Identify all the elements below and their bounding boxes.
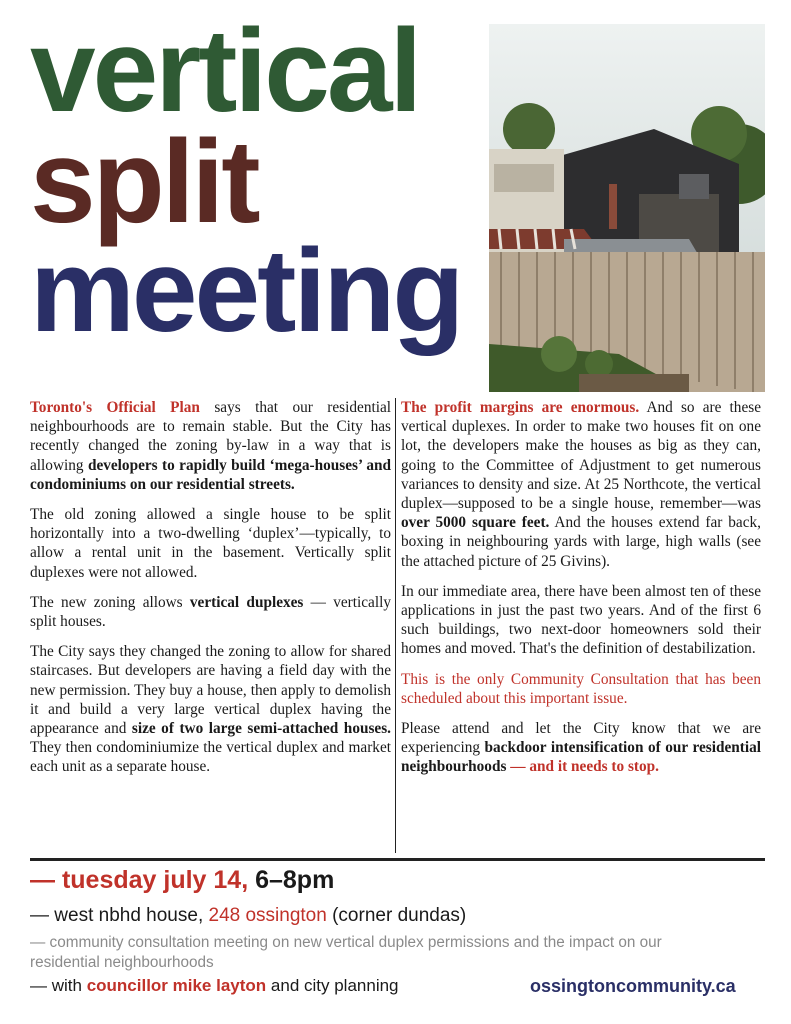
right-column xyxy=(401,398,761,788)
website-link[interactable]: ossingtoncommunity.ca xyxy=(530,976,736,996)
house-photo xyxy=(489,24,765,392)
event-speakers: — with councillor mike layton and city planning xyxy=(30,976,399,995)
headline-meeting: meeting xyxy=(30,225,462,357)
column-divider xyxy=(395,398,396,853)
paragraph: Please attend and let the City know that we are experiencing backdoor intensification of our residential neighbourhoods — and it needs to stop. xyxy=(401,720,761,776)
left-column xyxy=(30,398,391,788)
headline-vertical: vertical xyxy=(30,5,420,137)
event-description: — community consultation meeting on new vertical duplex permissions and the impact on our residential neighbourhoods xyxy=(30,934,662,971)
event-venue: — west nbhd house, 248 ossington (corner dundas) xyxy=(30,905,467,926)
paragraph-callout: This is the only Community Consultation that has been scheduled about this important issue. xyxy=(401,670,761,707)
paragraph: The profit margins are enormous. And so are these vertical duplexes. In order to make two houses fit on one lot, the developers make the houses as big as they can, going to the Committee of Adjustment to get numerous variances to density and size. At 25 Northcote, the vertical duplex—supposed to be a single house, remember—was over 5000 square feet. And the houses extend far back, boxing in neighbouring yards with large, high walls (see the attached picture of 25 Givins). xyxy=(401,399,761,570)
paragraph: The new zoning allows vertical duplexes — vertically split houses. xyxy=(30,593,391,631)
paragraph: The City says they changed the zoning to allow for shared staircases. But developers are having a field day with the new permission. They buy a house, then apply to demolish it and build a very large vertical duplex having the appearance and size of two large semi-attached houses. They then condominiumize the vertical duplex and market each unit as a separate house. xyxy=(30,643,391,776)
headline-split: split xyxy=(30,116,258,248)
paragraph: In our immediate area, there have been almost ten of these applications in just the past two years. And of the first 6 such buildings, two next-door homeowners sold their homes and moved. That's the definition of destabilization. xyxy=(401,582,761,658)
paragraph: The old zoning allowed a single house to be split horizontally into a two-dwelling ‘duplex’—typically, to allow a rental unit in the basement. Vertically split duplexes were not allowed. xyxy=(30,506,391,581)
event-date-time: — tuesday july 14, 6–8pm xyxy=(30,866,335,894)
paragraph: Toronto's Official Plan says that our residential neighbourhoods are to remain stable. But the City has recently changed the zoning by-law in a way that is allowing developers to rapidly build ‘mega-houses’ and condominiums on our residential streets. xyxy=(30,399,392,493)
divider-rule xyxy=(30,858,765,861)
